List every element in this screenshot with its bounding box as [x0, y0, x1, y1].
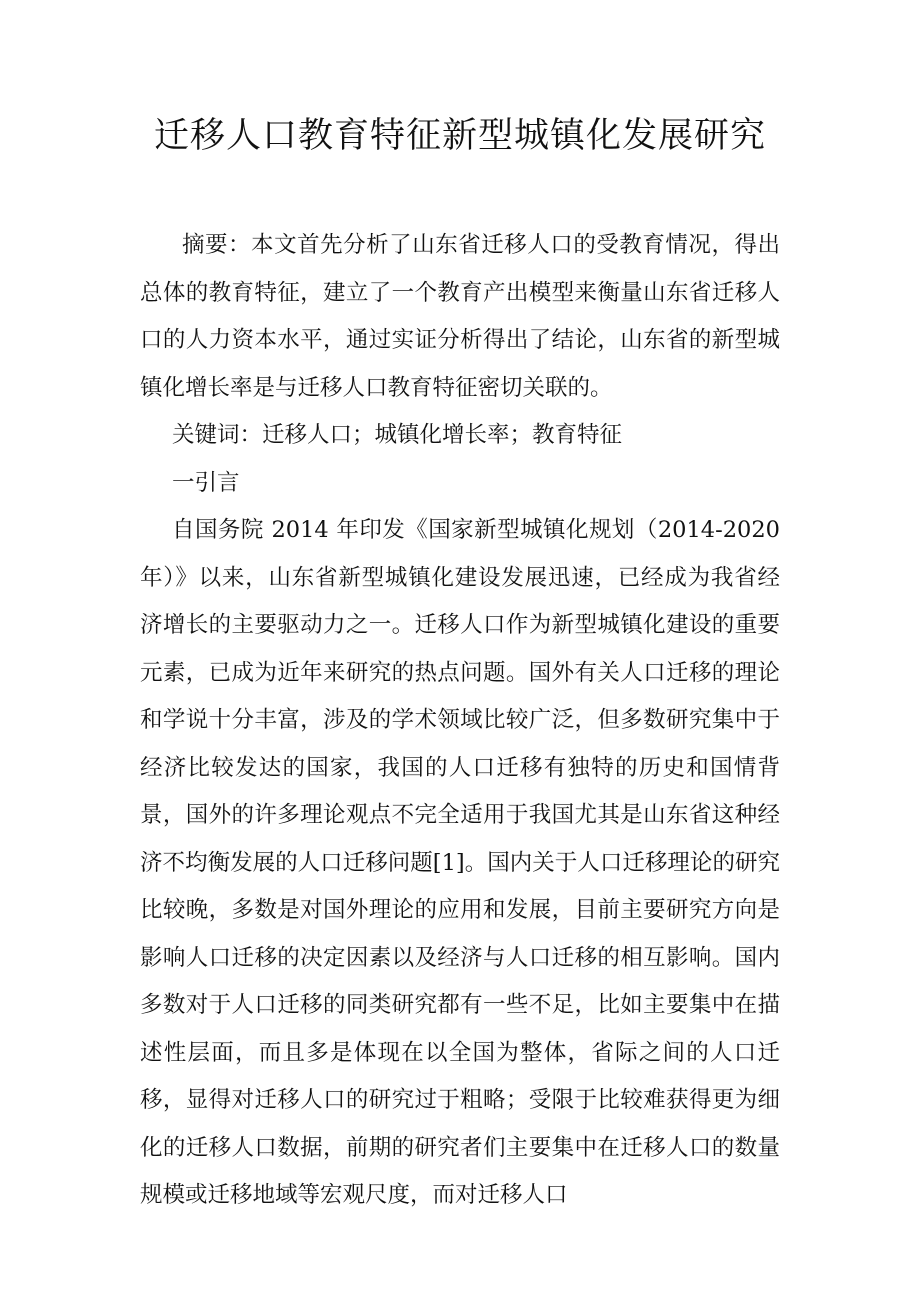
section-heading: 一引言	[172, 469, 240, 496]
abstract-paragraph: 摘要：本文首先分析了山东省迁移人口的受教育情况，得出总体的教育特征，建立了一个教育产出模型来衡量山东省迁移人口的人力资本水平，通过实证分析得出了结论，山东省的新型城镇化增长率是与迁移人口教育特征密切关联的。	[140, 232, 780, 401]
keywords-line: 关键词：迁移人口；城镇化增长率；教育特征	[172, 422, 623, 448]
document-body	[140, 222, 780, 1220]
intro-paragraph: 自国务院 2014 年印发《国家新型城镇化规划（2014-2020 年）》以来，山东省新型城镇化建设发展迅速，已经成为我省经济增长的主要驱动力之一。迁移人口作为新型城镇化建设的重要元素，已成为近年来研究的热点问题。国外有关人口迁移的理论和学说十分丰富，涉及的学术领域比较广泛，但多数研究集中于经济比较发达的国家，我国的人口迁移有独特的历史和国情背景，国外的许多理论观点不完全适用于我国尤其是山东省这种经济不均衡发展的人口迁移问题[1]。国内关于人口迁移理论的研究比较晚，多数是对国外理论的应用和发展，目前主要研究方向是影响人口迁移的决定因素以及经济与人口迁移的相互影响。国内多数对于人口迁移的同类研究都有一些不足，比如主要集中在描述性层面，而且多是体现在以全国为整体，省际之间的人口迁移，显得对迁移人口的研究过于粗略；受限于比较难获得更为细化的迁移人口数据，前期的研究者们主要集中在迁移人口的数量规模或迁移地域等宏观尺度，而对迁移人口	[140, 517, 780, 1208]
document-title: 迁移人口教育特征新型城镇化发展研究	[153, 116, 766, 156]
